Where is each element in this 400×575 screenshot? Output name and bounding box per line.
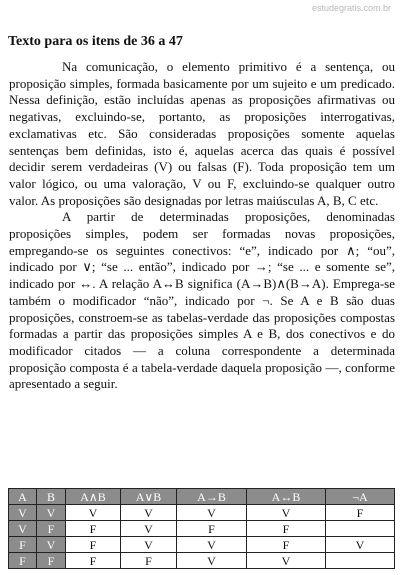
table-cell: V bbox=[247, 505, 326, 521]
header-a-implies-b: A→B bbox=[177, 489, 247, 505]
table-cell: F bbox=[121, 553, 177, 569]
table-cell: F bbox=[37, 553, 66, 569]
table-cell: V bbox=[247, 553, 326, 569]
table-cell: F bbox=[9, 537, 37, 553]
table-cell: V bbox=[9, 521, 37, 537]
table-cell: F bbox=[66, 537, 121, 553]
table-cell: V bbox=[177, 537, 247, 553]
table-cell: F bbox=[247, 537, 326, 553]
body-text bbox=[9, 59, 395, 393]
table-cell: V bbox=[37, 537, 66, 553]
table-cell: V bbox=[121, 537, 177, 553]
table-cell: V bbox=[177, 505, 247, 521]
table-cell: F bbox=[326, 505, 395, 521]
table-cell: V bbox=[121, 505, 177, 521]
table-row bbox=[9, 505, 395, 521]
table-row bbox=[9, 521, 395, 537]
table-cell: F bbox=[66, 553, 121, 569]
table-cell: F bbox=[177, 521, 247, 537]
table-cell: V bbox=[121, 521, 177, 537]
table-cell bbox=[326, 553, 395, 569]
truth-table-header-row bbox=[9, 489, 395, 505]
table-cell: V bbox=[66, 505, 121, 521]
header-a-and-b: A∧B bbox=[66, 489, 121, 505]
paragraph-1: Na comunicação, o elemento primitivo é a sentença, ou proposição simples, formada basicamente por um sujeito e um predicado. Nessa definição, estão incluídas apenas as proposições afirmativas ou negativas, excluindo-se, portanto, as proposições interrogativas, exclamativas etc. São consideradas proposições somente aquelas sentenças bem definidas, isto é, aquelas acerca das quais é possível decidir serem verdadeiras (V) ou falsas (F). Toda proposição tem um valor lógico, ou uma valoração, V ou F, excluindo-se qualquer outro valor. As proposições são designadas por letras maiúsculas A, B, C etc. bbox=[9, 59, 395, 208]
truth-table bbox=[8, 488, 395, 569]
header-a-or-b: A∨B bbox=[121, 489, 177, 505]
table-cell: V bbox=[326, 537, 395, 553]
paragraph-2: A partir de determinadas proposições, denominadas proposições simples, podem ser formadas novas proposições, empregando-se os seguintes conectivos: “e”, indicado por ∧; “ou”, indicado por ∨; “se ... então”, indicado por →; “se ... e somente se”, indicado por ↔. A relação A↔B significa (A→B)∧(B→A). Emprega-se também o modificador “não”, indicado por ¬. Se A e B são duas proposições, constroem-se as tabelas-verdade das proposições compostas formadas a partir das proposições simples A e B, dos conectivos e do modificador citados — a coluna correspondente a determinada proposição composta é a tabela-verdade daquela proposição —, conforme apresentado a seguir. bbox=[9, 209, 395, 392]
header-b: B bbox=[37, 489, 66, 505]
header-a: A bbox=[9, 489, 37, 505]
watermark-text: estudegratis.com.br bbox=[311, 3, 391, 13]
table-row bbox=[9, 537, 395, 553]
table-cell bbox=[326, 521, 395, 537]
table-cell: F bbox=[9, 553, 37, 569]
table-cell: V bbox=[9, 505, 37, 521]
table-row bbox=[9, 553, 395, 569]
table-cell: F bbox=[37, 521, 66, 537]
table-cell: V bbox=[37, 505, 66, 521]
header-not-a: ¬A bbox=[326, 489, 395, 505]
table-cell: F bbox=[247, 521, 326, 537]
header-a-iff-b: A↔B bbox=[247, 489, 326, 505]
section-heading: Texto para os itens de 36 a 47 bbox=[8, 34, 183, 49]
table-cell: F bbox=[66, 521, 121, 537]
table-cell: V bbox=[177, 553, 247, 569]
